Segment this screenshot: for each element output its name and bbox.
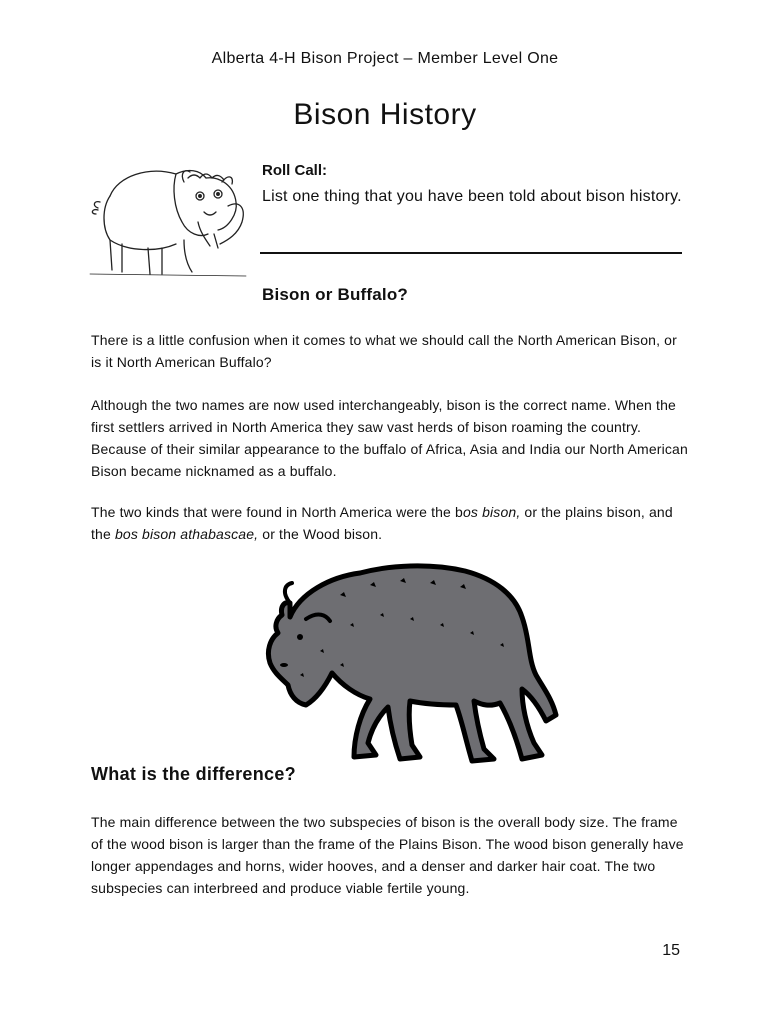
answer-line [260,252,682,254]
roll-call-prompt: List one thing that you have been told about bison history. [262,188,682,205]
cartoon-bison-illustration [88,148,248,280]
page-title: Bison History [293,98,477,131]
paragraph-two-kinds: The two kinds that were found in North America were the bos bison, or the plains bison, and the bos bison athabascae, or the Wood bison. [91,504,673,542]
page-number: 15 [662,942,680,959]
section-heading-bison-or-buffalo: Bison or Buffalo? [262,285,408,304]
gray-bison-clipart [260,555,570,770]
section-heading-what-is-the-difference: What is the difference? [91,764,296,784]
paragraph-names: Although the two names are now used interchangeably, bison is the correct name. When the first settlers arrived in North America they saw vast herds of bison roaming the country. Because of their similar appearance to the buffalo of Africa, Asia and India our North American Bison became nicknamed as a buffalo. [91,397,688,479]
document-header: Alberta 4-H Bison Project – Member Level One [211,50,559,67]
paragraph-confusion: There is a little confusion when it comes to what we should call the North American Bison, or is it North American Buffalo? [91,332,677,370]
paragraph-difference: The main difference between the two subspecies of bison is the overall body size. The frame of the wood bison is larger than the frame of the Plains Bison. The wood bison generally have longer appendages and horns, wider hooves, and a denser and darker hair coat. The two subspecies can interbreed and produce viable fertile young. [91,814,684,896]
roll-call-label: Roll Call: [262,162,328,179]
